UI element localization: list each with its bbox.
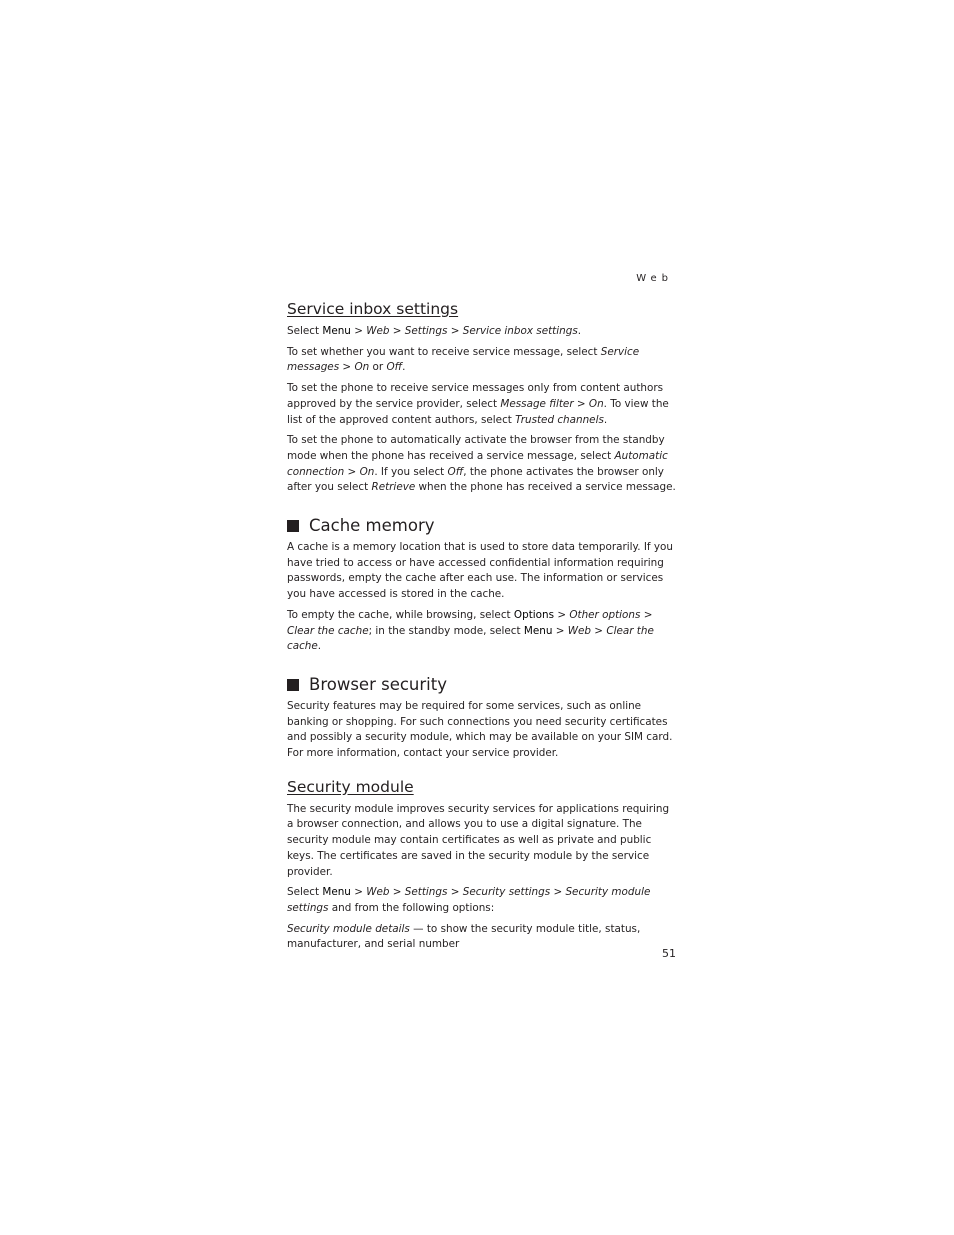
text-run: .	[577, 325, 582, 337]
clear-the-cache-term: Clear the cache	[287, 624, 654, 653]
text-run: .	[317, 640, 322, 653]
menu-term: Menu	[322, 325, 351, 337]
page-number: 51	[662, 947, 676, 960]
text-run: To empty the cache, while browsing, select	[287, 608, 514, 621]
text-run: , the phone activates the browser only after you select	[287, 465, 664, 494]
message-filter-paragraph	[287, 381, 677, 428]
security-module-details-term: Security module details	[287, 922, 410, 935]
text-run: >	[550, 886, 566, 899]
text-run: .	[603, 413, 608, 426]
automatic-connection-term: Automatic connection	[287, 449, 668, 478]
security-module-description-paragraph: The security module improves security services for applications requiring a browser connection, and allows you to use a digital signature. The security module may contain certificates as well as private and public keys. The certificates are saved in the security module by the service provider.	[287, 802, 670, 878]
options-term: Options	[513, 608, 555, 621]
clear-the-cache-term: Clear the cache	[287, 624, 369, 637]
security-module-heading: Security module	[287, 777, 414, 796]
menu-term: Menu	[322, 886, 351, 899]
square-bullet-icon	[287, 520, 299, 532]
empty-cache-paragraph	[287, 608, 677, 655]
off-term: Off	[447, 465, 464, 478]
text-run: when the phone has received a service message.	[415, 481, 676, 494]
text-run: >	[389, 886, 405, 899]
text-run: Select	[287, 325, 323, 337]
security-module-settings-term: Security module settings	[287, 886, 651, 914]
text-run: . If you select	[374, 465, 448, 478]
text-run: >	[640, 608, 653, 621]
square-bullet-icon	[287, 679, 299, 691]
web-term: Web	[366, 325, 390, 337]
service-messages-paragraph	[287, 345, 677, 376]
retrieve-term: Retrieve	[371, 481, 416, 494]
text-run: To set the phone to receive service messages only from content authors approved by the service provider, select	[287, 382, 664, 410]
text-run: >	[447, 886, 463, 899]
off-term: Off	[386, 361, 403, 374]
service-inbox-settings-heading: Service inbox settings	[287, 300, 459, 318]
text-run: >	[344, 465, 360, 478]
browser-security-paragraph: Security features may be required for some services, such as online banking or shopping. For such connections you need security certificates and possibly a security module, which may be available on your SIM card. For more information, contact your service provider.	[287, 699, 673, 760]
text-run: >	[389, 325, 405, 337]
message-filter-term: Message filter	[500, 397, 574, 410]
on-term: On	[354, 361, 370, 374]
text-run: . To view the list of the approved content authors, select	[287, 397, 669, 426]
text-run: ; in the standby mode, select	[368, 624, 524, 637]
text-run: >	[447, 325, 463, 337]
text-run: Select	[287, 886, 323, 899]
security-module-path-paragraph	[287, 885, 677, 916]
text-run: To set whether you want to receive service message, select	[287, 345, 601, 358]
text-run: >	[573, 397, 589, 410]
browser-security-heading	[287, 674, 677, 696]
menu-term: Menu	[523, 624, 553, 637]
service-inbox-path-paragraph	[287, 324, 677, 340]
text-run: and from the following options:	[328, 901, 495, 914]
text-run: or	[369, 361, 387, 374]
other-options-term: Other options	[569, 608, 641, 621]
on-term: On	[359, 465, 375, 478]
running-header: Web	[636, 273, 673, 284]
text-run: >	[554, 608, 570, 621]
settings-term: Settings	[404, 325, 448, 337]
text-run: .	[402, 361, 406, 374]
web-term: Web	[567, 624, 591, 637]
text-run: >	[552, 624, 568, 637]
cache-memory-title: Cache memory	[309, 516, 435, 536]
on-term: On	[588, 397, 604, 410]
service-messages-term: Service messages	[287, 345, 640, 374]
text-run: To set the phone to automatically activate the browser from the standby mode when the phone has received a service message, select	[287, 434, 665, 462]
cache-description-paragraph: A cache is a memory location that is used to store data temporarily. If you have tried to access or have accessed confidential information requiring passwords, empty the cache after each use. The information or services you have accessed is stored in the cache.	[287, 541, 673, 601]
automatic-connection-paragraph	[287, 433, 677, 496]
page-content	[287, 298, 677, 958]
service-inbox-settings-term: Service inbox settings	[462, 325, 578, 337]
cache-memory-heading	[287, 515, 677, 537]
text-run: >	[350, 886, 367, 899]
browser-security-title: Browser security	[309, 674, 447, 694]
trusted-channels-term: Trusted channels	[515, 413, 604, 426]
web-term: Web	[366, 886, 390, 899]
settings-term: Settings	[404, 886, 448, 899]
text-run: >	[591, 624, 607, 637]
text-run: — to show the security module title, status, manufacturer, and serial number	[287, 922, 641, 951]
security-settings-term: Security settings	[462, 886, 551, 899]
text-run: >	[350, 325, 367, 337]
text-run: >	[339, 361, 355, 374]
